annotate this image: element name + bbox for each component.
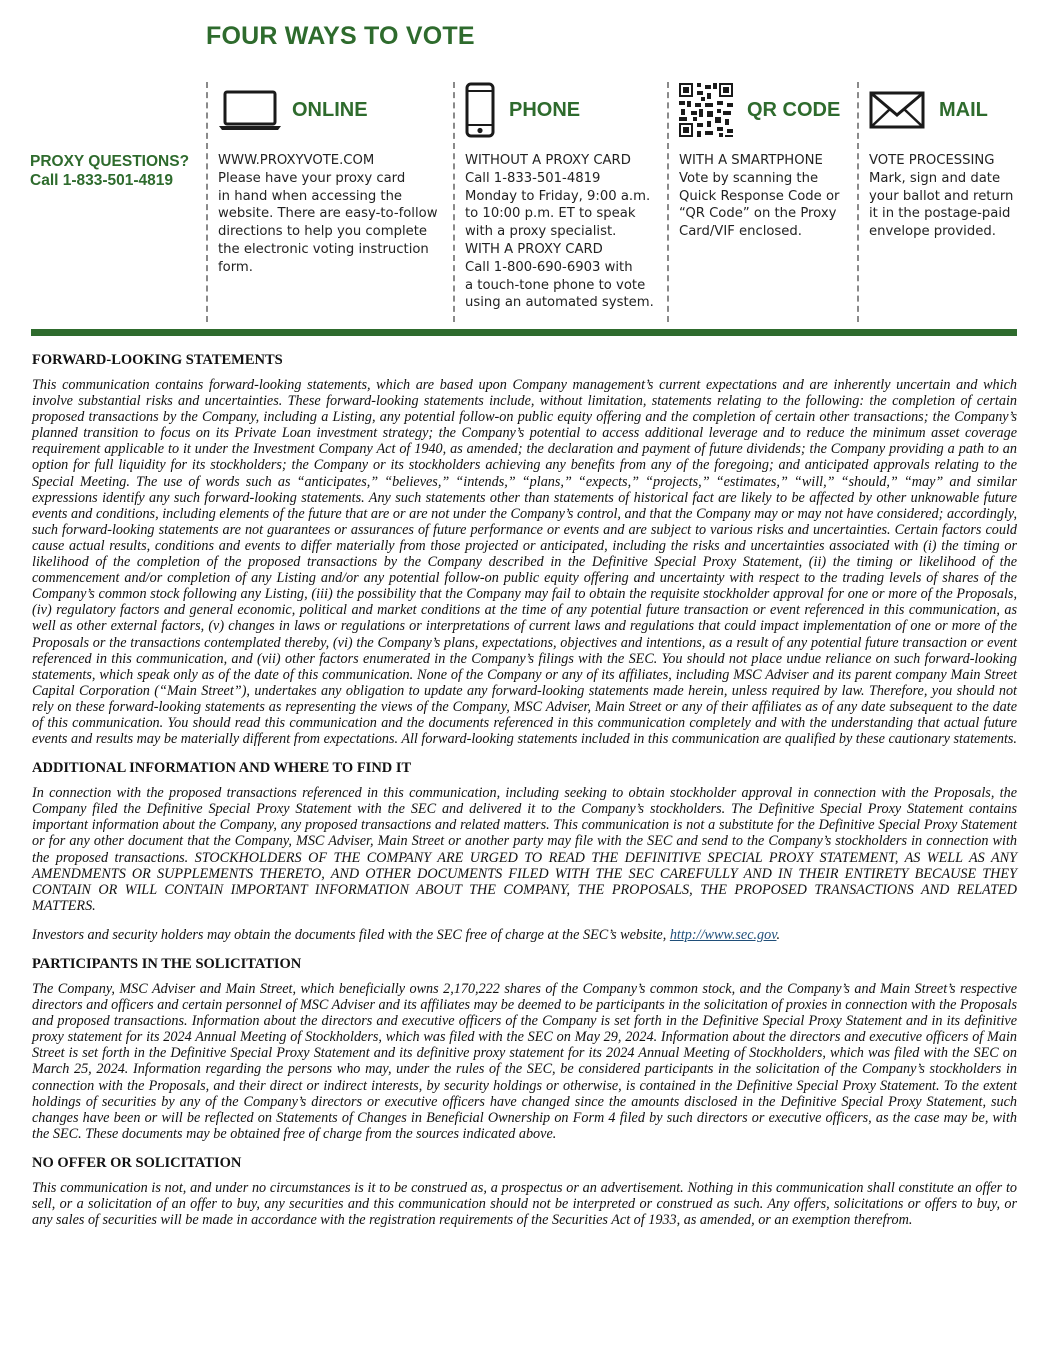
text-line: WITH A SMARTPHONE [679,153,823,168]
method-label: ONLINE [292,98,368,121]
text-line: Card/VIF enclosed. [679,224,802,240]
envelope-icon [869,91,925,129]
section-paragraph: This communication is not, and under no circumstances is it to be construed as, a prospectus or an advertisement. Nothing in this communication shall constitute an offer to sell, or a solicitation of an offer to buy, any securities and this communication should not be interpreted or construed as such. Any offers, solicitations or offers to buy, or any sales of securities will be made in accordance with the registration requirements of the Securities Act of 1933, as amended, or an exemption therefrom. [32,1179,1017,1229]
text-line: using an automated system. [465,295,654,311]
text-line: Quick Response Code or [679,188,840,204]
method-header [218,82,368,138]
method-description [218,152,438,277]
divider-rule [31,329,1017,336]
text-line: directions to help you complete [218,224,428,240]
text-line: a touch-tone phone to vote [465,277,646,293]
text-line: Mark, sign and date [869,170,1001,186]
text-line: to 10:00 p.m. ET to speak [465,206,636,222]
vote-method-phone [453,82,663,322]
text-line: form. [218,259,253,275]
method-description [679,152,839,241]
method-description [465,152,654,312]
method-description [869,152,1013,241]
text-line: Vote by scanning the [679,170,819,186]
sec-website-link[interactable]: http://www.sec.gov [669,926,777,943]
section-heading: PARTICIPANTS IN THE SOLICITATION [32,956,302,972]
text-line: WITHOUT A PROXY CARD [465,153,631,168]
text-line: “QR Code” on the Proxy [679,206,837,222]
method-header [465,82,580,138]
text-line: Monday to Friday, 9:00 a.m. [465,188,651,204]
proxy-questions-label: PROXY QUESTIONS? [30,153,190,170]
proxy-questions [30,152,200,190]
qr-code-icon [679,83,733,137]
page-title: FOUR WAYS TO VOTE [206,22,475,50]
text-line: WITH A PROXY CARD [465,241,603,257]
text-line: Please have your proxy card [218,170,406,186]
vote-method-online [206,82,446,322]
column-separator [857,82,859,322]
text-line: WWW.PROXYVOTE.COM [218,153,375,168]
text-line: it in the postage-paid [869,206,1011,222]
text-line: Call 1-833-501-4819 [465,170,601,186]
section-heading: ADDITIONAL INFORMATION AND WHERE TO FIND IT [32,760,412,777]
sentence-period: . [776,926,781,943]
text-line: VOTE PROCESSING [869,153,995,168]
method-label: PHONE [509,98,581,121]
phone-icon [465,82,495,138]
method-header [869,82,988,138]
column-separator [667,82,669,322]
section-paragraph: This communication contains forward-looking statements, which are based upon Company management’s current expectations and are inherently uncertain and which involve substantial risks and uncertainties. These forward-looking statements include, without limitation, statements relating to the following: the completion of certain proposed transactions by the Company, including a Listing, any potential follow-on public equity offering and the completion of certain other transactions; the Company’s planned transition to focus on its Private Loan investment strategy; the Company’s potential to access additional leverage and to reduce the minimum asset coverage requirement applicable to it under the Investment Company Act of 1940, as amended; the declaration and payment of future dividends; the Company providing a path to an option for full liquidity for its stockholders; the Company or its stockholders achieving any benefits from any of the foregoing; and anticipated approvals relating to the Special Meeting. The use of words such as “anticipates,” “believes,” “intends,” “plans,” “expects,” “projects,” “estimates,” “will,” “should,” “may” and similar expressions identify any such forward-looking statements. Any such statements other than statements of historical fact are likely to be affected by other unknowable future events and conditions, including elements of the future that are or are not under the Company’s control, and that the Company may or may not have considered; accordingly, such forward-looking statements are not guarantees or assurances of future performance or events and are subject to various risks and uncertainties. Certain factors could cause actual results, conditions and events to differ materially from those projected or anticipated, including the risks and uncertainties associated with (i) the timing or likelihood of the completion of the proposed transactions by the Company described in the Definitive Special Proxy Statement, (ii) the timing or likelihood of the commencement and/or completion of any Listing and/or any potential follow-on public equity offering and uncertainty with respect to the trading levels of shares of the Company’s common stock following any Listing, (iii) the possibility that the Company may fail to obtain the requisite stockholder approval for one or more of the Proposals, (iv) regulatory factors and general economic, political and market conditions at the time of any potential future transaction or event referenced in this communication, as well as other external factors, (v) changes in laws or regulations or interpretations of current laws and regulations that could impact implementation of one or more of the Proposals or the transactions contemplated thereby, (vi) the Company’s plans, expectations, objectives and intentions, as a result of any potential future transaction or event referenced in this communication, and (vii) other factors enumerated in the Company’s filings with the SEC. You should not place undue reliance on such forward-looking statements, which speak only as of the date of this communication. None of the Company or any of its affiliates, including MSC Adviser and its parent company Main Street Capital Corporation (“Main Street”), undertakes any obligation to update any forward-looking statements made herein, unless required by law. Therefore, you should not rely on these forward-looking statements as representing the views of the Company, MSC Adviser, Main Street or any of their affiliates as of any date subsequent to the date of this communication. You should read this communication and the documents referenced in this communication completely and with the understanding that actual future events and results may be materially different from expectations. All forward-looking statements included in this communication are qualified by these cautionary statements. [32,377,1017,748]
vote-method-qr-code [667,82,852,322]
method-header [679,82,840,138]
section-heading: NO OFFER OR SOLICITATION [32,1154,242,1171]
column-separator [206,82,208,322]
vote-method-mail [857,82,1027,322]
text-line: website. There are easy-to-follow [218,206,438,222]
text-line: in hand when accessing the [218,188,403,204]
investors-text: Investors and security holders may obtain the documents filed with the SEC free of charge at the SEC’s website, [32,926,670,943]
section-paragraph: The Company, MSC Adviser and Main Street, which beneficially owns 2,170,222 shares of the Company’s common stock, and the Company’s and Main Street’s respective directors and officers and certain personnel of MSC Adviser and its affiliates may be deemed to be participants in the solicitation of proxies in connection with the Proposals and proposed transactions. Information about the directors and executive officers of the Company is set forth in the Definitive Special Proxy Statement and in its definitive proxy statement for its 2024 Annual Meeting of Stockholders, which was filed with the SEC on May 29, 2024. Information about the directors and executive officers of Main Street is set forth in the Definitive Special Proxy Statement and its definitive proxy statement for its 2024 Annual Meeting of Stockholders, which was filed with the SEC on March 25, 2024. Information regarding the persons who may, under the rules of the SEC, be considered participants in the solicitation of the Company’s stockholders in connection with the Proposals, and their direct or indirect interests, by security holdings or otherwise, is contained in the Definitive Special Proxy Statement. To the extent holdings of securities by any of the Company’s directors or executive officers have changed since the amounts disclosed in the Definitive Special Proxy Statement, such changes have been or will be reflected on Statements of Changes in Beneficial Ownership on Form 4 filed by such directors or executive officers, as the case may be, with the SEC. These documents may be obtained free of charge from the sources indicated above. [32,981,1017,1142]
text-line: Call 1-800-690-6903 with [465,259,633,275]
text-line: your ballot and return [869,188,1014,204]
text-line: envelope provided. [869,224,996,240]
text-line: the electronic voting instruction [218,241,429,257]
column-separator [453,82,455,322]
laptop-icon [218,88,282,132]
proxy-questions-phone: Call 1-833-501-4819 [30,172,174,189]
section-paragraph: In connection with the proposed transactions referenced in this communication, including seeking to obtain stockholder approval in connection with the Proposals, the Company filed the Definitive Special Proxy Statement with the SEC and delivered it to the Company’s stockholders. The Definitive Special Proxy Statement contains important information about the Company, any proposed transactions and related matters. This communication is not a substitute for the Definitive Special Proxy Statement or for any other document that the Company, MSC Adviser, Main Street or another party may file with the SEC and send to the Company’s stockholders in connection with the proposed transactions. STOCKHOLDERS OF THE COMPANY ARE URGED TO READ THE DEFINITIVE SPECIAL PROXY STATEMENT, AS WELL AS ANY AMENDMENTS OR SUPPLEMENTS THERETO, AND OTHER DOCUMENTS FILED WITH THE SEC CAREFULLY AND IN THEIR ENTIRETY BECAUSE THEY CONTAIN OR WILL CONTAIN IMPORTANT INFORMATION ABOUT THE COMPANY, THE PROPOSALS, THE PROPOSED TRANSACTIONS AND RELATED MATTERS. [32,785,1017,914]
section-heading: FORWARD-LOOKING STATEMENTS [32,352,283,368]
text-line: with a proxy specialist. [465,224,617,240]
method-label: QR CODE [747,98,841,121]
legal-document [32,352,1017,1241]
method-label: MAIL [939,98,988,121]
section-paragraph [32,927,1017,943]
